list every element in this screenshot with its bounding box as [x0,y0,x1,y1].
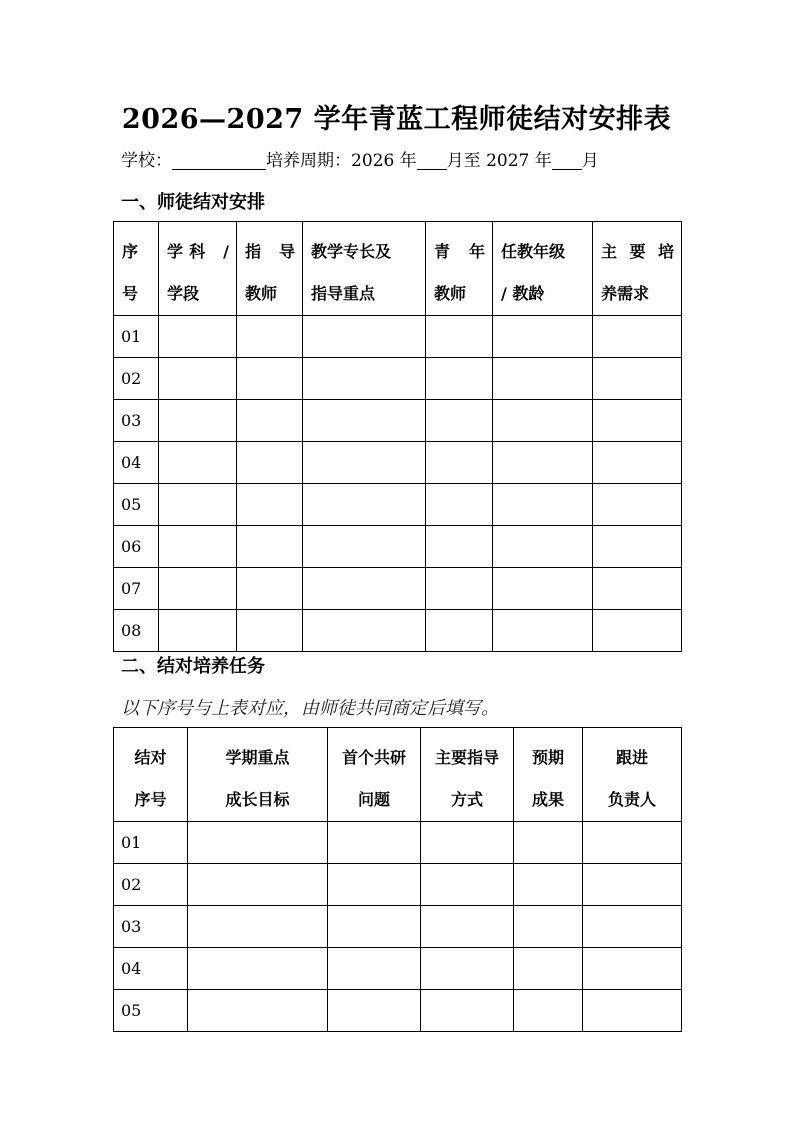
table-row [114,864,682,906]
table-cell[interactable] [426,484,493,526]
table-cell[interactable] [237,484,303,526]
table-row [114,442,682,484]
table-cell[interactable] [514,990,583,1032]
section2-heading: 二、结对培养任务 [121,656,265,677]
column-header-line: 学科 / [167,242,229,261]
row-number: 07 [114,568,159,610]
table-cell[interactable] [159,526,237,568]
table-cell[interactable] [303,610,426,652]
table-row [114,948,682,990]
section2-note: 以下序号与上表对应，由师徒共同商定后填写。 [121,698,499,719]
table-cell[interactable] [493,484,593,526]
table-cell[interactable] [493,442,593,484]
row-number: 04 [114,948,188,990]
period-year-start: 2026 年 [351,151,417,171]
table-cell[interactable] [237,568,303,610]
table-cell[interactable] [493,316,593,358]
column-header [493,222,593,316]
table-row [114,610,682,652]
table-cell[interactable] [493,526,593,568]
column-header [114,728,188,822]
table-cell[interactable] [188,906,328,948]
table-cell[interactable] [583,864,682,906]
end-month-blank[interactable] [552,151,582,170]
column-header [188,728,328,822]
column-header-line: 指 导 [245,242,295,261]
row-number: 01 [114,822,188,864]
table-cell[interactable] [421,948,514,990]
table-cell[interactable] [159,400,237,442]
section1-heading: 一、师徒结对安排 [121,192,265,213]
table-cell[interactable] [237,526,303,568]
table-cell[interactable] [593,358,682,400]
table-cell[interactable] [159,484,237,526]
task-table-header [114,728,682,822]
table-cell[interactable] [583,822,682,864]
column-header-line: 养需求 [601,284,650,303]
start-month-blank[interactable] [417,151,447,170]
table-cell[interactable] [493,610,593,652]
row-number: 05 [114,484,159,526]
table-cell[interactable] [593,568,682,610]
table-cell[interactable] [514,822,583,864]
table-cell[interactable] [328,948,421,990]
column-header-line: 预期 [531,748,564,767]
table-cell[interactable] [426,610,493,652]
table-cell[interactable] [514,906,583,948]
school-label: 学校： [121,151,172,171]
table-cell[interactable] [303,568,426,610]
pairing-table-header [114,222,682,316]
row-number: 02 [114,358,159,400]
table-cell[interactable] [237,400,303,442]
column-header-line: 首个共研 [341,748,406,767]
table-cell[interactable] [188,948,328,990]
column-header-line: 成长目标 [225,790,290,809]
table-cell[interactable] [493,358,593,400]
table-cell[interactable] [426,316,493,358]
row-number: 03 [114,906,188,948]
table-cell[interactable] [593,316,682,358]
table-cell[interactable] [426,568,493,610]
table-cell[interactable] [328,906,421,948]
column-header-line: 学期重点 [225,748,290,767]
column-header [114,222,159,316]
period-month-mid: 月至 [446,151,481,171]
table-cell[interactable] [426,358,493,400]
table-row [114,568,682,610]
table-cell[interactable] [328,990,421,1032]
table-cell[interactable] [237,358,303,400]
table-cell[interactable] [159,358,237,400]
row-number: 03 [114,400,159,442]
table-cell[interactable] [188,864,328,906]
table-cell[interactable] [303,526,426,568]
column-header-line: / 教龄 [501,284,545,303]
table-cell[interactable] [159,316,237,358]
table-cell[interactable] [421,864,514,906]
table-cell[interactable] [303,484,426,526]
table-cell[interactable] [303,442,426,484]
school-blank[interactable] [172,151,266,170]
table-cell[interactable] [493,568,593,610]
row-number: 04 [114,442,159,484]
column-header-line: 结对 [134,748,167,767]
column-header [328,728,421,822]
table-row [114,484,682,526]
column-header-line: 指导重点 [311,284,376,303]
table-cell[interactable] [493,400,593,442]
table-cell[interactable] [421,990,514,1032]
table-row [114,526,682,568]
period-month-end: 月 [581,151,599,171]
table-row [114,358,682,400]
row-number: 02 [114,864,188,906]
table-cell[interactable] [514,948,583,990]
period-label: 培养周期： [266,151,351,171]
column-header-line: 教学专长及 [311,242,392,261]
column-header [583,728,682,822]
column-header-line: 学段 [167,284,200,303]
column-header-line: 号 [122,284,139,303]
column-header [426,222,493,316]
column-header-line: 序号 [134,790,167,809]
table-cell[interactable] [237,610,303,652]
column-header-line: 负责人 [607,790,656,809]
table-cell[interactable] [421,822,514,864]
column-header [421,728,514,822]
table-cell[interactable] [159,568,237,610]
table-cell[interactable] [426,526,493,568]
table-cell[interactable] [583,990,682,1032]
row-number: 01 [114,316,159,358]
table-cell[interactable] [593,400,682,442]
table-cell[interactable] [593,442,682,484]
table-row [114,822,682,864]
table-cell[interactable] [328,864,421,906]
column-header-line: 序 [122,242,139,261]
column-header-line: 问题 [357,790,390,809]
table-cell[interactable] [593,526,682,568]
table-row [114,906,682,948]
column-header-line: 方式 [450,790,483,809]
column-header-line: 成果 [531,790,564,809]
table-cell[interactable] [328,822,421,864]
table-cell[interactable] [188,822,328,864]
period-year-end: 2027 年 [486,151,552,171]
column-header-line: 教师 [434,284,467,303]
table-cell[interactable] [583,948,682,990]
table-cell[interactable] [303,358,426,400]
table-row [114,400,682,442]
table-cell[interactable] [426,400,493,442]
table-row [114,990,682,1032]
table-cell[interactable] [421,906,514,948]
column-header-line: 任教年级 [501,242,566,261]
meta-line [121,146,599,171]
column-header [593,222,682,316]
pairing-table [113,221,682,652]
table-cell[interactable] [514,864,583,906]
table-cell[interactable] [237,442,303,484]
table-cell[interactable] [593,610,682,652]
document-title: 2026—2027 学年青蓝工程师徒结对安排表 [121,104,672,135]
table-row [114,316,682,358]
table-cell[interactable] [426,442,493,484]
table-cell[interactable] [159,610,237,652]
table-cell[interactable] [188,990,328,1032]
column-header-line: 青 年 [434,242,485,261]
table-cell[interactable] [593,484,682,526]
table-cell[interactable] [237,316,303,358]
column-header [514,728,583,822]
column-header-line: 教师 [245,284,278,303]
column-header-line: 主 要 培 [601,242,674,261]
column-header-line: 跟进 [615,748,648,767]
row-number: 05 [114,990,188,1032]
table-cell[interactable] [583,906,682,948]
column-header [237,222,303,316]
table-cell[interactable] [303,400,426,442]
column-header-line: 主要指导 [434,748,499,767]
column-header [159,222,237,316]
table-cell[interactable] [159,442,237,484]
row-number: 08 [114,610,159,652]
column-header [303,222,426,316]
task-table [113,727,682,1032]
row-number: 06 [114,526,159,568]
table-cell[interactable] [303,316,426,358]
